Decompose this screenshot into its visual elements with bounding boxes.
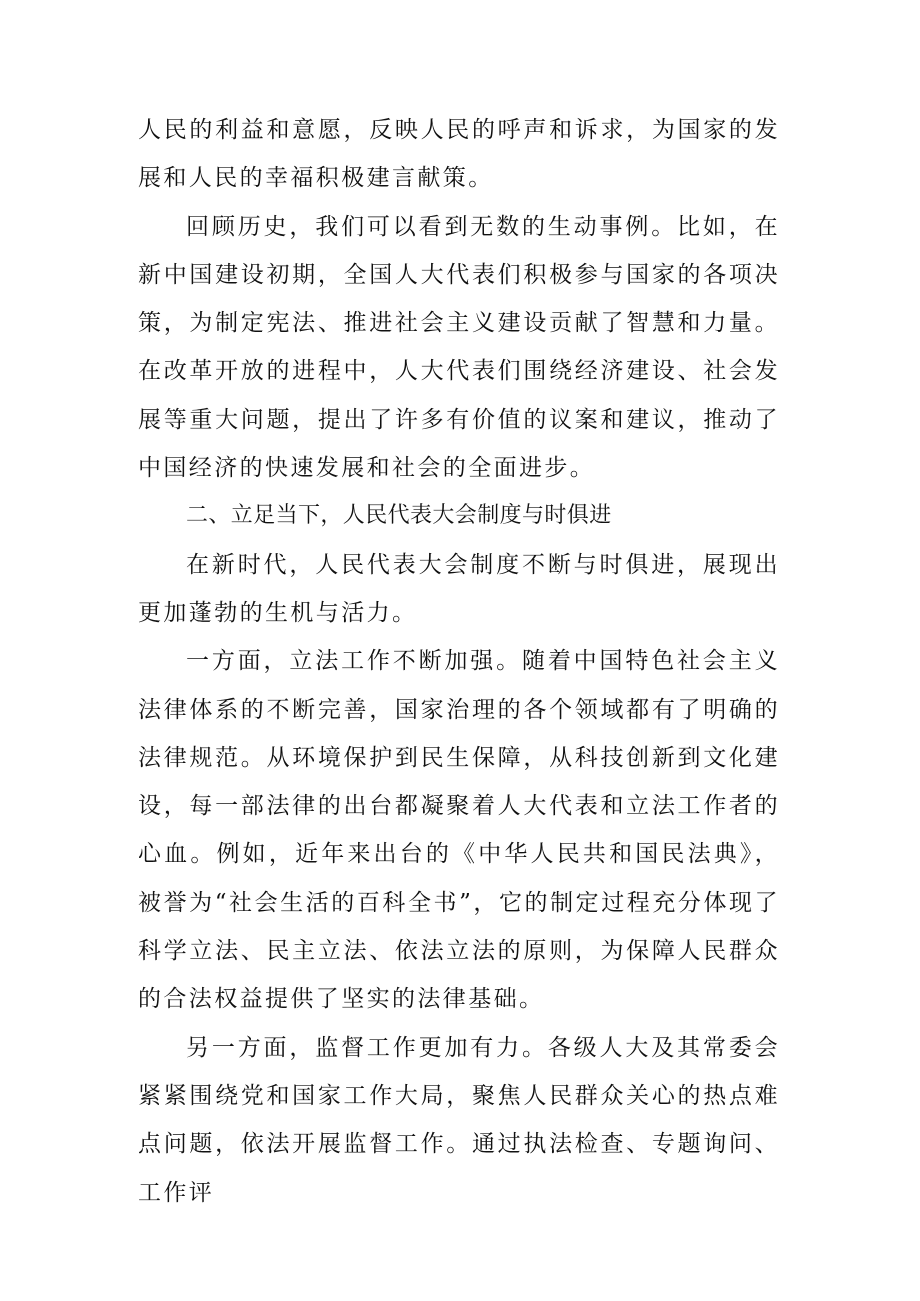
paragraph-continued: 人民的利益和意愿，反映人民的呼声和诉求，为国家的发展和人民的幸福积极建言献策。: [138, 117, 780, 192]
section-heading: 二、立足当下，人民代表大会制度与时俱进: [186, 503, 612, 529]
paragraph-new-era: 在新时代，人民代表大会制度不断与时俱进，展现出更加蓬勃的生机与活力。: [138, 551, 780, 626]
document-page: [138, 106, 780, 1217]
paragraph-legislation: 一方面，立法工作不断加强。随着中国特色社会主义法律体系的不断完善，国家治理的各个领域都有了明确的法律规范。从环境保护到民生保障，从科技创新到文化建设，每一部法律的出台都凝聚着人大代表和立法工作者的心血。例如，近年来出台的《中华人民共和国民法典》，被誉为“社会生活的百科全书”，它的制定过程充分体现了科学立法、民主立法、依法立法的原则，为保障人民群众的合法权益提供了坚实的法律基础。: [138, 648, 780, 1013]
paragraph-history: 回顾历史，我们可以看到无数的生动事例。比如，在新中国建设初期，全国人大代表们积极参与国家的各项决策，为制定宪法、推进社会主义建设贡献了智慧和力量。在改革开放的进程中，人大代表们围绕经济建设、社会发展等重大问题，提出了许多有价值的议案和建议，推动了中国经济的快速发展和社会的全面进步。: [138, 213, 780, 482]
paragraph-supervision: 另一方面，监督工作更加有力。各级人大及其常委会紧紧围绕党和国家工作大局，聚焦人民群众关心的热点难点问题，依法开展监督工作。通过执法检查、专题询问、工作评: [138, 1034, 780, 1206]
